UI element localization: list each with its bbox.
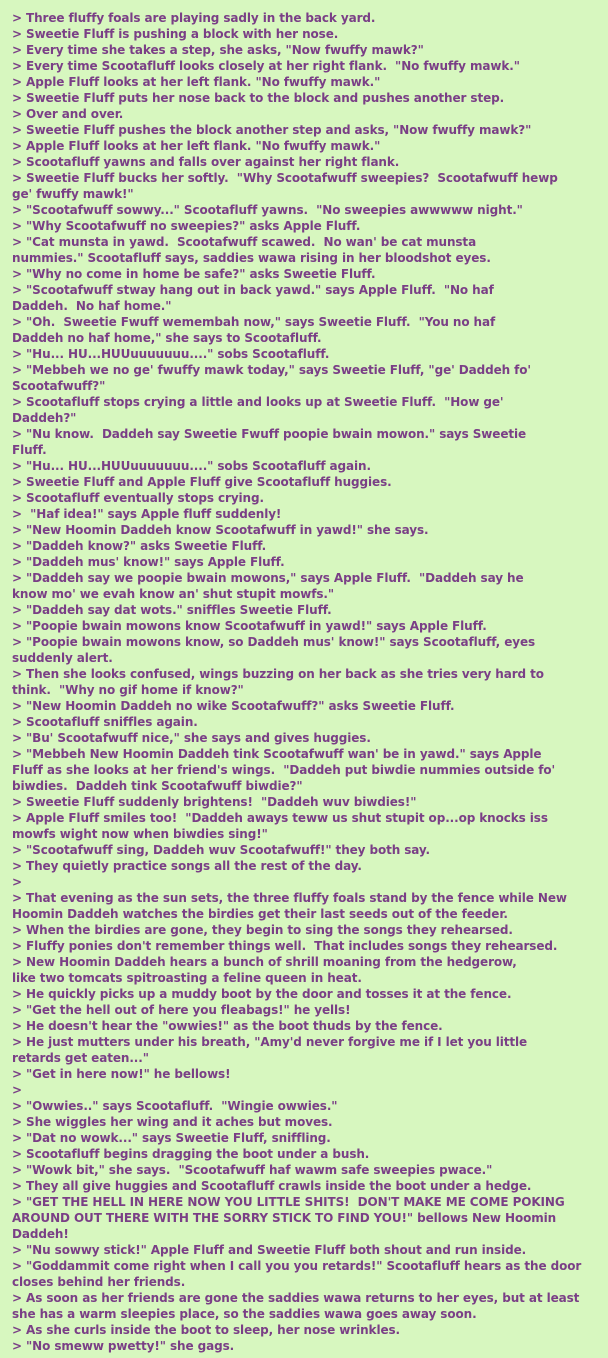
- story-line: > Apple Fluff smiles too! "Daddeh aways teww us shut stupit op...op knocks iss mowfs wight now when biwdies sing!": [12, 811, 548, 841]
- story-line: > "Wowk bit," she says. "Scootafwuff haf wawm safe sweepies pwace.": [12, 1163, 493, 1177]
- story-line: > Sweetie Fluff and Apple Fluff give Scootafluff huggies.: [12, 475, 392, 489]
- story-line: > When the birdies are gone, they begin to sing the songs they rehearsed.: [12, 923, 513, 937]
- story-line: > "Why Scootafwuff no sweepies?" asks Apple Fluff.: [12, 219, 361, 233]
- story-line: > New Hoomin Daddeh hears a bunch of shrill moaning from the hedgerow, like two tomcats spitroasting a feline queen in heat.: [12, 955, 517, 985]
- story-line: > Sweetie Fluff puts her nose back to the block and pushes another step.: [12, 91, 505, 105]
- story-line: > "Scootafwuff sing, Daddeh wuv Scootafwuff!" they both say.: [12, 843, 431, 857]
- story-line: >: [12, 1083, 22, 1097]
- story-line: > "New Hoomin Daddeh no wike Scootafwuff?" asks Sweetie Fluff.: [12, 699, 455, 713]
- story-line: > "Daddeh say dat wots." sniffles Sweetie Fluff.: [12, 603, 332, 617]
- story-line: > "Nu know. Daddeh say Sweetie Fwuff poopie bwain mowon." says Sweetie Fluff.: [12, 427, 527, 457]
- story-line: > Sweetie Fluff suddenly brightens! "Daddeh wuv biwdies!": [12, 795, 417, 809]
- story-line: > Sweetie Fluff pushes the block another step and asks, "Now fwuffy mawk?": [12, 123, 532, 137]
- story-line: > Sweetie Fluff is pushing a block with her nose.: [12, 27, 339, 41]
- story-line: > Apple Fluff looks at her left flank. "No fwuffy mawk.": [12, 75, 381, 89]
- story-line: > Scootafluff sniffles again.: [12, 715, 198, 729]
- story-line: > Scootafluff eventually stops crying.: [12, 491, 264, 505]
- story-line: > Scootafluff stops crying a little and looks up at Sweetie Fluff. "How ge' Daddeh?": [12, 395, 504, 425]
- story-line: > He just mutters under his breath, "Amy'd never forgive me if I let you little retards get eaten...": [12, 1035, 528, 1065]
- story-line: > "Why no come in home be safe?" asks Sweetie Fluff.: [12, 267, 376, 281]
- story-line: > "Scootafwuff stway hang out in back yawd." says Apple Fluff. "No haf Daddeh. No haf home.": [12, 283, 494, 313]
- story-line: > "Daddeh say we poopie bwain mowons," says Apple Fluff. "Daddeh say he know mo' we evah know an' shut stupit mowfs.": [12, 571, 524, 601]
- story-line: > They all give huggies and Scootafluff crawls inside the boot under a hedge.: [12, 1179, 532, 1193]
- story-line: > Fluffy ponies don't remember things well. That includes songs they rehearsed.: [12, 939, 558, 953]
- story-line: > "Daddeh mus' know!" says Apple Fluff.: [12, 555, 285, 569]
- story-line: > "Nu sowwy stick!" Apple Fluff and Sweetie Fluff both shout and run inside.: [12, 1243, 527, 1257]
- story-line: > "Mebbeh New Hoomin Daddeh tink Scootafwuff wan' be in yawd." says Apple Fluff as she looks at her friend's wings. "Daddeh put biwdie nummies outside fo' biwdies. Daddeh tink Scootafwuff biwdie?": [12, 747, 556, 793]
- story-line: > Scootafluff begins dragging the boot under a bush.: [12, 1147, 370, 1161]
- story-line: > "Bu' Scootafwuff nice," she says and gives huggies.: [12, 731, 371, 745]
- story-line: > Apple Fluff looks at her left flank. "No fwuffy mawk.": [12, 139, 381, 153]
- story-line: > "Dat no wowk..." says Sweetie Fluff, sniffling.: [12, 1131, 331, 1145]
- story-line: > "New Hoomin Daddeh know Scootafwuff in yawd!" she says.: [12, 523, 429, 537]
- story-line: > He quickly picks up a muddy boot by the door and tosses it at the fence.: [12, 987, 512, 1001]
- story-line: > "Get the hell out of here you fleabags!" he yells!: [12, 1003, 351, 1017]
- story-line: > "Oh. Sweetie Fwuff wemembah now," says Sweetie Fluff. "You no haf Daddeh no haf home," she says to Scootafluff.: [12, 315, 496, 345]
- story-line: > Sweetie Fluff bucks her softly. "Why Scootafwuff sweepies? Scootafwuff hewp ge' fwuffy mawk!": [12, 171, 558, 201]
- story-line: > "GET THE HELL IN HERE NOW YOU LITTLE SHITS! DON'T MAKE ME COME POKING AROUND OUT THERE WITH THE SORRY STICK TO FIND YOU!" bellows New Hoomin Daddeh!: [12, 1195, 565, 1241]
- story-line: > "Haf idea!" says Apple fluff suddenly!: [12, 507, 282, 521]
- story-line: > "Owwies.." says Scootafluff. "Wingie owwies.": [12, 1099, 338, 1113]
- story-line: > Over and over.: [12, 107, 124, 121]
- story-line: > "Hu... HU...HUUuuuuuuu...." sobs Scootafluff.: [12, 347, 330, 361]
- story-line: > "Goddammit come right when I call you you retards!" Scootafluff hears as the door closes behind her friends.: [12, 1259, 582, 1289]
- story-line: > Every time she takes a step, she asks, "Now fwuffy mawk?": [12, 43, 424, 57]
- story-line: > "Poopie bwain mowons know, so Daddeh mus' know!" says Scootafluff, eyes suddenly alert.: [12, 635, 536, 665]
- story-line: > "Poopie bwain mowons know Scootafwuff in yawd!" says Apple Fluff.: [12, 619, 487, 633]
- story-line: >: [12, 875, 22, 889]
- story-line: > She wiggles her wing and it aches but moves.: [12, 1115, 333, 1129]
- story-line: > "Get in here now!" he bellows!: [12, 1067, 231, 1081]
- story-line: > "No smeww pwetty!" she gags.: [12, 1339, 235, 1353]
- story-line: > He doesn't hear the "owwies!" as the boot thuds by the fence.: [12, 1019, 443, 1033]
- story-line: > "Hu... HU...HUUuuuuuuu...." sobs Scootafluff again.: [12, 459, 371, 473]
- story-line: > They quietly practice songs all the rest of the day.: [12, 859, 362, 873]
- story-line: > As soon as her friends are gone the saddies wawa returns to her eyes, but at least she has a warm sleepies place, so the saddies wawa goes away soon.: [12, 1291, 580, 1321]
- story-line: > Three fluffy foals are playing sadly in the back yard.: [12, 11, 376, 25]
- story-line: > As she curls inside the boot to sleep, her nose wrinkles.: [12, 1323, 400, 1337]
- story-line: > Then she looks confused, wings buzzing on her back as she tries very hard to think. "Why no gif home if know?": [12, 667, 544, 697]
- story-line: > That evening as the sun sets, the three fluffy foals stand by the fence while New Hoomin Daddeh watches the birdies get their last seeds out of the feeder.: [12, 891, 567, 921]
- story-line: > Every time Scootafluff looks closely at her right flank. "No fwuffy mawk.": [12, 59, 520, 73]
- story-line: > Scootafluff yawns and falls over against her right flank.: [12, 155, 400, 169]
- story-line: > "Scootafwuff sowwy..." Scootafluff yawns. "No sweepies awwwww night.": [12, 203, 523, 217]
- story-line: > "Cat munsta in yawd. Scootafwuff scawed. No wan' be cat munsta nummies." Scootafluff says, saddies wawa rising in her bloodshot eyes.: [12, 235, 491, 265]
- story-line: > "Daddeh know?" asks Sweetie Fluff.: [12, 539, 267, 553]
- story-line: > "Mebbeh we no ge' fwuffy mawk today," says Sweetie Fluff, "ge' Daddeh fo' Scootafwuff?": [12, 363, 531, 393]
